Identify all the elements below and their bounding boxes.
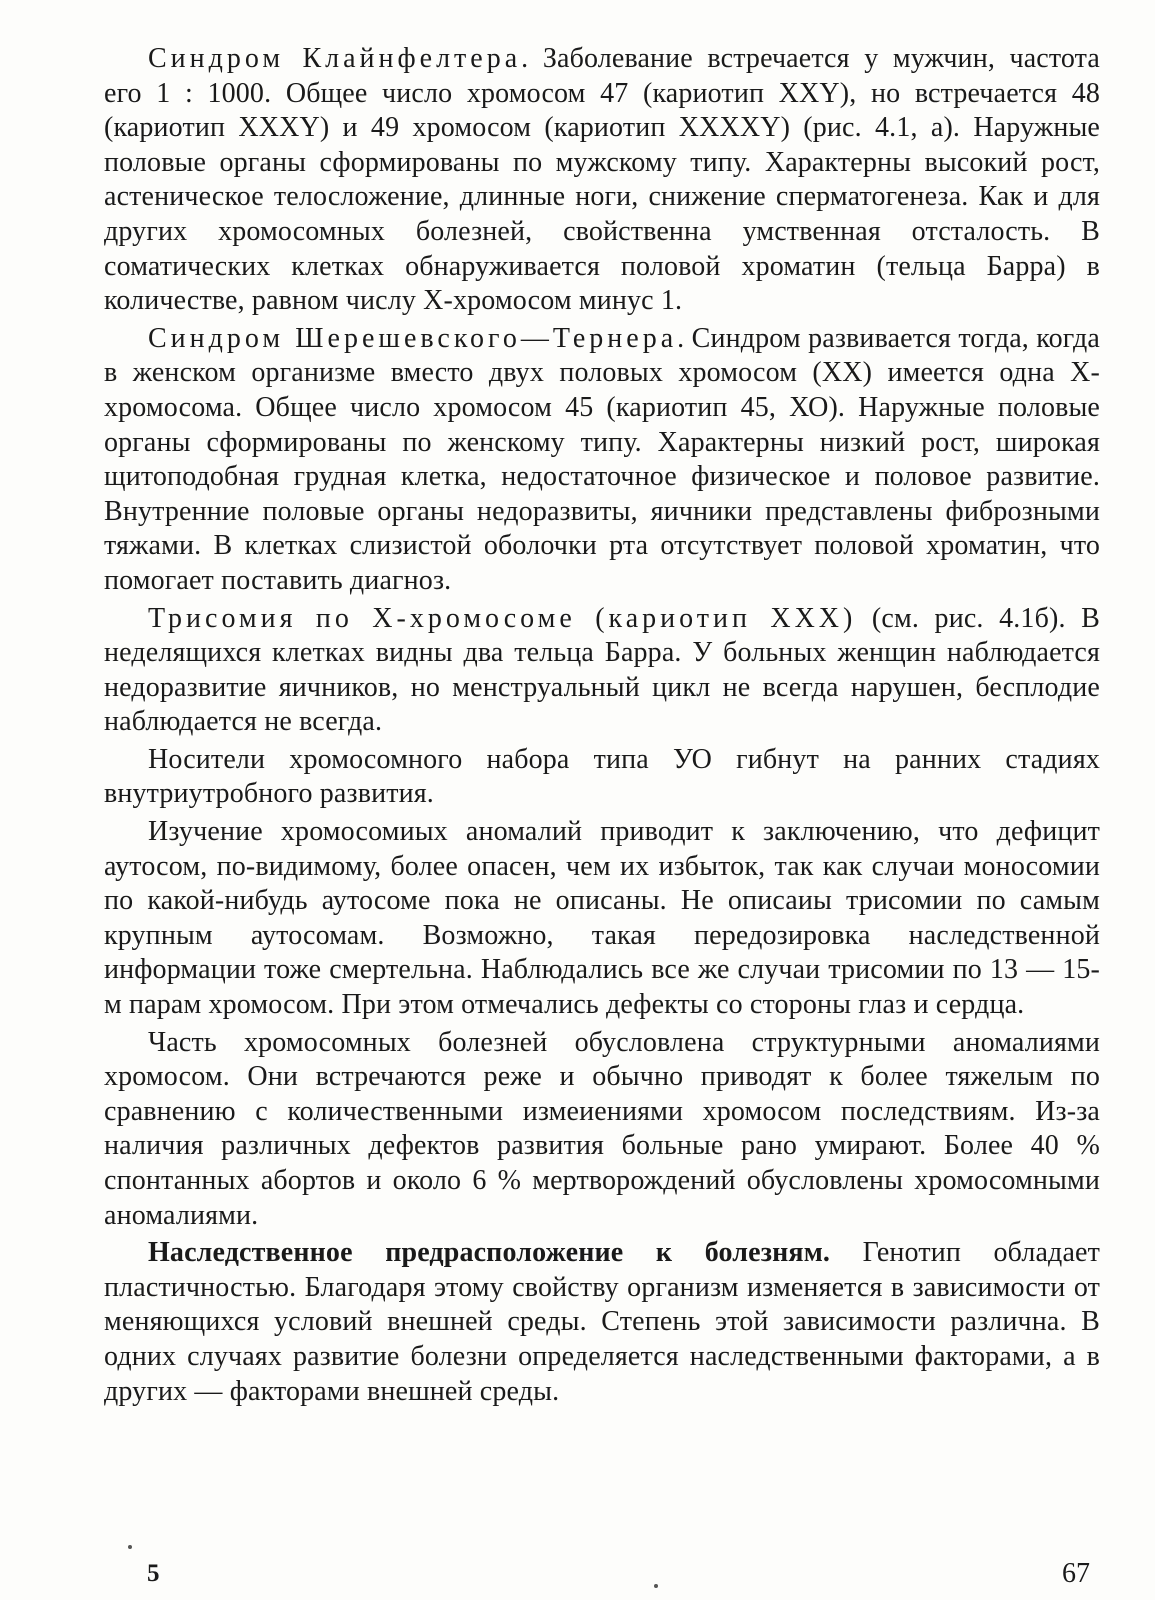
paragraph-turner — [104, 322, 1100, 599]
paragraph-klinefelter — [104, 42, 1100, 319]
section-heading-predisposition: Наследственное предрасположение к болезням. — [148, 1237, 831, 1269]
print-speck — [128, 1545, 132, 1549]
paragraph-body: Часть хромосомных болезней обусловлена структурными аномалиями хромосом. Они встречаются реже и обычно приводят к более тяжелым по сравнению с количественными измеиениями хромосом последствиям. Из-за наличия различных дефектов развития больные рано умирают. Более 40 % спонтанных абортов и около 6 % мертворождений обусловлены хромосомными аномалиями. — [104, 1026, 1100, 1231]
term-turner: Синдром Шерешевского—Тернера — [148, 322, 678, 354]
paragraph-body: . Заболевание встречается у мужчин, частота его 1 : 1000. Общее число хромосом 47 (кариотип XXY), но встречается 48 (кариотип XXXY) и 49 хромосом (кариотип XXXXY) (рис. 4.1, а). Наружные половые органы сформированы по мужскому типу. Характерны высокий рост, астеническое телосложение, длинные ноги, снижение сперматогенеза. Как и для других хромосомных болезней, свойственна умственная отсталость. В соматических клетках обнаруживается половой хроматин (тельца Барра) в количестве, равном числу Х-хромосом минус 1. — [104, 43, 1100, 317]
paragraph-body: Генотип обладает пластичностью. Благодаря этому свойству организм изменяется в зависимости от меняющихся условий внешней среды. Степень этой зависимости различна. В одних случаях развитие болезни определяется наследственными факторами, а в других — факторами внешней среды. — [104, 1237, 1100, 1407]
term-klinefelter: Синдром Клайнфелтера — [148, 43, 522, 74]
signature-mark: 5 — [147, 1560, 160, 1587]
paragraph-yo-carriers — [104, 743, 1100, 812]
term-trisomy-x: Трисомия по Х-хромосоме (кариотип XXX) — [148, 602, 857, 634]
text-column — [104, 42, 1100, 1412]
paragraph-autosome-anomalies — [104, 815, 1100, 1023]
paragraph-body: (см. рис. 4.1б). В неделящихся клетках видны два тельца Барра. У больных женщин наблюдается недоразвитие яичников, но менструальный цикл не всегда нарушен, бесплодие наблюдается не всегда. — [104, 602, 1100, 738]
paragraph-trisomy-x — [104, 602, 1100, 740]
page-number: 67 — [1062, 1558, 1090, 1589]
paragraph-body: Носители хромосомного набора типа УО гибнут на ранних стадиях внутриутробного развития. — [104, 743, 1100, 810]
print-speck — [654, 1584, 658, 1588]
paragraph-predisposition — [104, 1236, 1100, 1409]
paragraph-body: . Синдром развивается тогда, когда в женском организме вместо двух половых хромосом (XX) имеется одна Х-хромосома. Общее число хромосом 45 (кариотип 45, ХО). Наружные половые органы сформированы по женскому типу. Характерны низкий рост, широкая щитоподобная грудная клетка, недостаточное физическое и половое развитие. Внутренние половые органы недоразвиты, яичники представлены фиброзными тяжами. В клетках слизистой оболочки рта отсутствует половой хроматин, что помогает поставить диагноз. — [104, 322, 1100, 596]
paragraph-structural-anomalies — [104, 1026, 1100, 1234]
paragraph-body: Изучение хромосомиых аномалий приводит к заключению, что дефицит аутосом, по-видимому, более опасен, чем их избыток, так как случаи моносомии по какой-нибудь аутосоме пока не описаны. Не описаиы трисомии по самым крупным аутосомам. Возможно, такая передозировка наследственной информации тоже смертельна. Наблюдались все же случаи трисомии по 13 — 15-м парам хромосом. При этом отмечались дефекты со стороны глаз и сердца. — [104, 816, 1100, 1021]
